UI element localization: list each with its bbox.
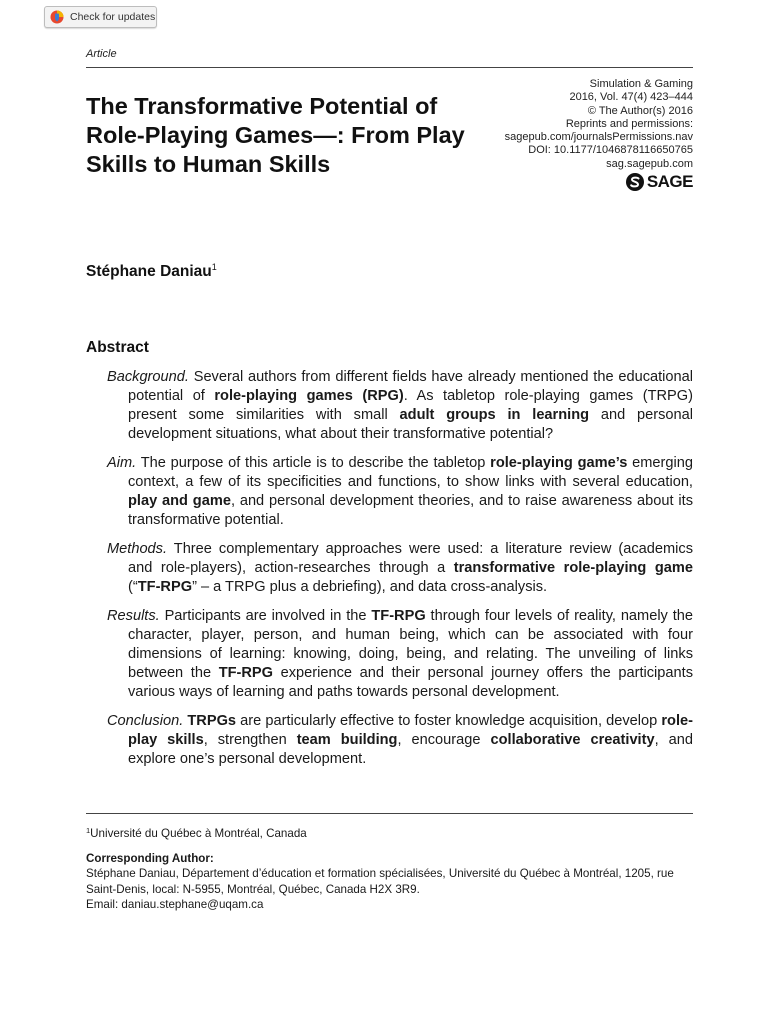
corresponding-author-heading: Corresponding Author: [86, 851, 214, 865]
corresponding-author-address: Stéphane Daniau, Département d’éducation et formation spécialisées, Université du Québec à Montréal, 1205, rue Saint-Denis, local: N-5955, Montréal, Québec, Canada H2X 3R9. [86, 867, 674, 896]
journal-site-link[interactable]: sag.sagepub.com [606, 157, 693, 170]
check-for-updates-label: Check for updates [70, 11, 156, 23]
abstract-heading: Abstract [86, 339, 149, 356]
check-updates-badge-icon [50, 10, 64, 24]
permissions-link[interactable]: sagepub.com/journalsPermissions.nav [504, 131, 693, 144]
sage-logo [625, 172, 693, 192]
abstract-methods: Methods. Three complementary approaches were used: a literature review (academics and role-players), action-researches through a transformative role-playing game (“TF-RPG” – a TRPG plus a debriefing), and data cross-analysis. [107, 540, 693, 595]
footnotes [86, 823, 693, 913]
journal-volume: 2016, Vol. 47(4) 423–444 [569, 91, 693, 104]
header-divider [86, 67, 693, 68]
check-for-updates-button[interactable] [44, 6, 157, 28]
affiliation-footnote: $^1$Université du Québec à Montréal, Canada [86, 826, 307, 840]
article-type-label: Article [86, 48, 117, 60]
footnote-divider [86, 813, 693, 814]
abstract-conclusion: Conclusion. TRPGs are particularly effective to foster knowledge acquisition, develop role-play skills, strengthen team building, encourage collaborative creativity, and explore one’s personal development. [107, 712, 693, 767]
sage-logo-text: SAGE [646, 172, 693, 191]
corresponding-author-email[interactable]: Email: daniau.stephane@uqam.ca [86, 898, 264, 911]
abstract-body [107, 368, 693, 778]
journal-reprints: Reprints and permissions: [565, 117, 693, 130]
journal-doi[interactable]: DOI: 10.1177/1046878116650765 [528, 144, 693, 157]
abstract-results: Results. Participants are involved in the TF-RPG through four levels of reality, namely the character, player, person, and human being, which can be associated with four dimensions of learning: knowing, doing, being, and relating. The unveiling of links between the TF-RPG experience and their personal journey offers the participants various ways of learning and paths towards personal development. [107, 607, 693, 700]
journal-copyright: © The Author(s) 2016 [587, 104, 693, 117]
journal-info [433, 78, 693, 171]
author-affiliation-mark: 1 [211, 262, 217, 272]
article-title: The Transformative Potential of Role-Playing Games—: From Play Skills to Human Skills [86, 93, 465, 177]
sage-logo-icon [625, 172, 645, 192]
abstract-background: Background. Several authors from different fields have already mentioned the educational potential of role-playing games (RPG). As tabletop role-playing games (TRPG) present some similarities with small adult groups in learning and personal development situations, what about their transformative potential? [107, 369, 693, 443]
abstract-aim: Aim. The purpose of this article is to describe the tabletop role-playing game’s emerging context, a few of its specificities and functions, to show links with several education, play and game, and personal development theories, and to raise awareness about its transformative potential. [107, 454, 693, 529]
author-line [86, 262, 217, 281]
journal-name: Simulation & Gaming [589, 78, 693, 90]
author-name: Stéphane Daniau [86, 263, 212, 280]
